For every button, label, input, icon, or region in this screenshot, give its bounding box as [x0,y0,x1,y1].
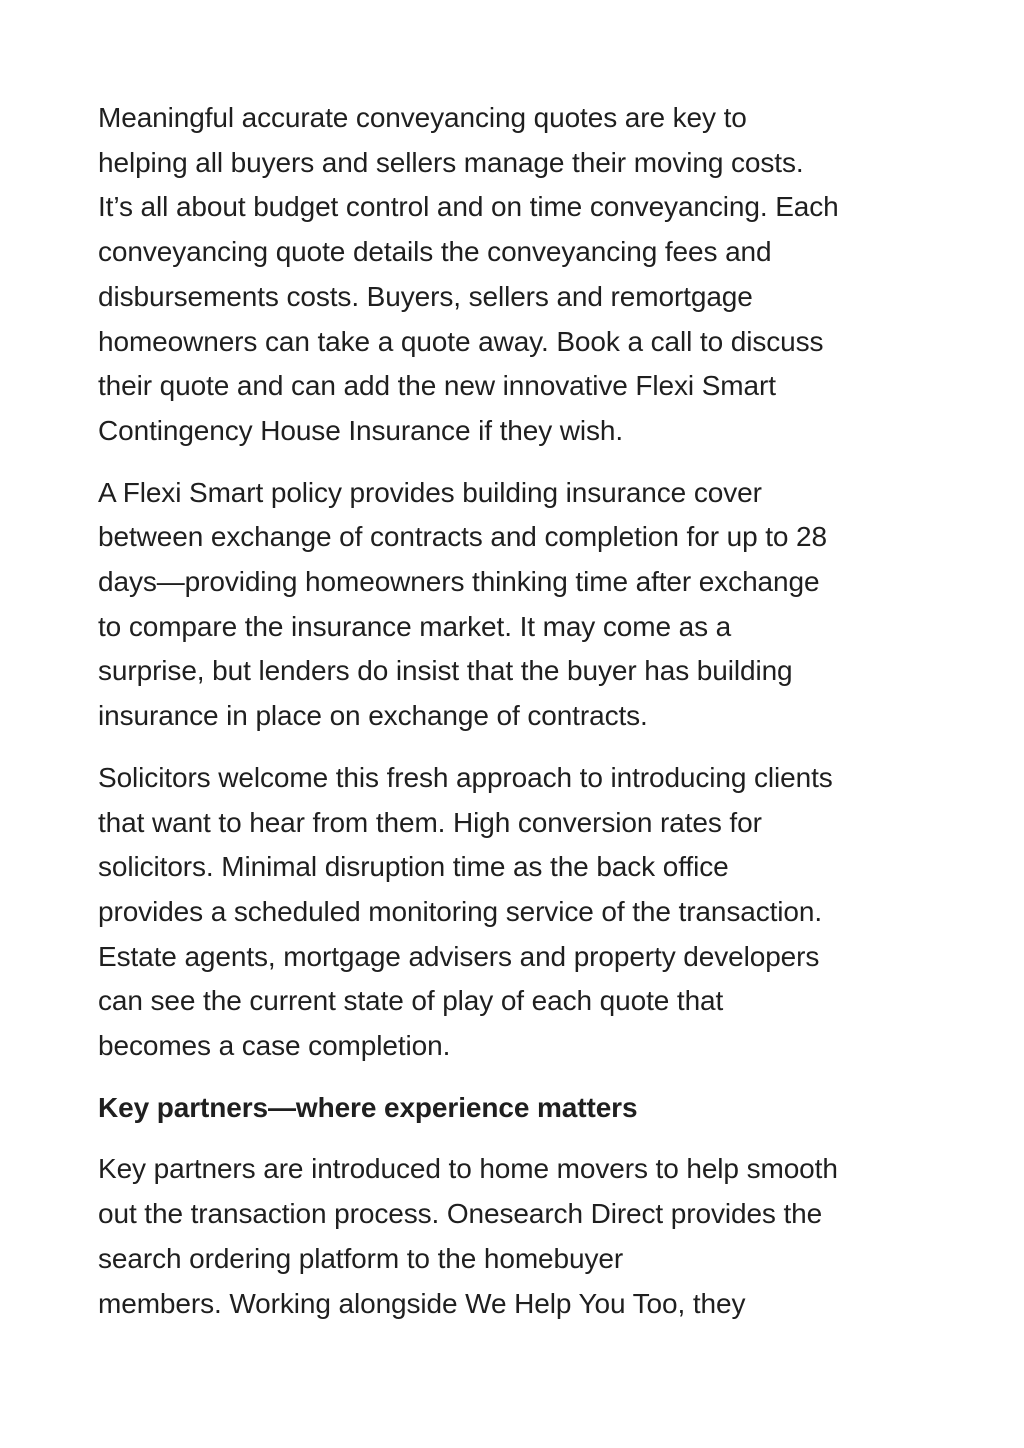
text-line: Contingency House Insurance if they wish. [98,414,624,446]
text-line: to compare the insurance market. It may come as a [98,610,732,642]
document-body [98,96,938,1343]
text-line: search ordering platform to the homebuyer [98,1242,624,1274]
section-heading: Key partners—where experience matters [98,1091,638,1123]
paragraph-key-partners [98,1147,938,1326]
text-line: can see the current state of play of each quote that [98,985,724,1017]
text-line: homeowners can take a quote away. Book a call to discuss [98,325,824,357]
text-line: Solicitors welcome this fresh approach to introducing clients [98,761,833,793]
text-line: members. Working alongside We Help You Too, they [98,1287,746,1319]
text-line: solicitors. Minimal disruption time as the back office [98,851,729,883]
text-line: provides a scheduled monitoring service of the transaction. [98,895,823,927]
text-line: conveyancing quote details the conveyancing fees and [98,236,772,268]
text-line: their quote and can add the new innovative Flexi Smart [98,370,776,402]
paragraph-flexi-smart [98,471,938,739]
paragraph-solicitors [98,756,938,1069]
text-line: Key partners are introduced to home movers to help smooth [98,1153,838,1185]
text-line: insurance in place on exchange of contracts. [98,700,648,732]
text-line: helping all buyers and sellers manage their moving costs. [98,146,804,178]
text-line: surprise, but lenders do insist that the buyer has building [98,655,793,687]
text-line: It’s all about budget control and on time conveyancing. Each [98,191,839,223]
text-line: disbursements costs. Buyers, sellers and remortgage [98,280,753,312]
text-line: out the transaction process. Onesearch Direct provides the [98,1198,823,1230]
text-line: Meaningful accurate conveyancing quotes are key to [98,102,747,133]
text-line: A Flexi Smart policy provides building insurance cover [98,476,762,508]
text-line: that want to hear from them. High conversion rates for [98,806,762,838]
text-line: becomes a case completion. [98,1030,451,1062]
text-line: between exchange of contracts and completion for up to 28 [98,521,827,553]
paragraph-quotes [98,96,938,454]
text-line: Estate agents, mortgage advisers and property developers [98,940,820,972]
text-line: days—providing homeowners thinking time after exchange [98,566,820,598]
